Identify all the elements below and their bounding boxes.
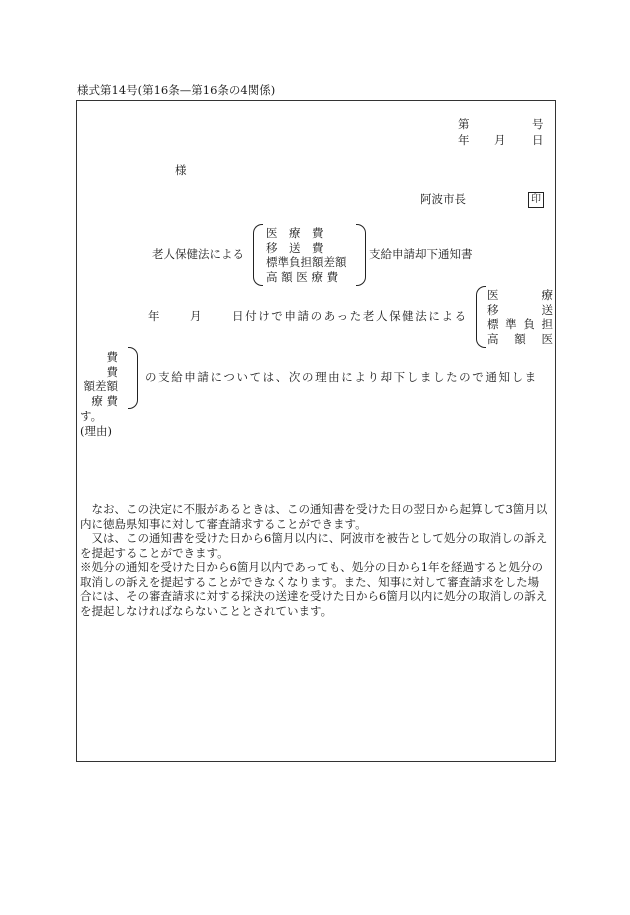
body-left-item: 額差額: [83, 379, 118, 393]
body-left-brace: [476, 286, 486, 348]
body-right-item: 移 送: [487, 302, 553, 317]
body-right-item-list: [487, 288, 553, 346]
note-deadline: ※処分の通知を受けた日から6箇月以内であっても、処分の日から1年を経過すると処分の取消しの訴えを提起することができなくなります。また、知事に対して審査請求をした場合には、その審査請求に対する採決の送達を受けた日から6箇月以内に処分の取消しの訴えを提起しなければならないこととされています。: [80, 560, 548, 618]
body-tail: す。: [80, 409, 103, 423]
date-day: 日: [532, 133, 544, 147]
title-suffix: 支給申請却下通知書: [369, 247, 473, 261]
number-prefix: 第: [458, 117, 470, 131]
note-appeal: なお、この決定に不服があるときは、この通知書を受けた日の翌日から起算して3箇月以内に徳島県知事に対して審査請求することができます。: [80, 502, 548, 531]
title-item-list: [266, 226, 356, 284]
body-right-item: 標 準 負 担: [487, 317, 553, 331]
date-year: 年: [458, 133, 470, 147]
body-left-item: 費: [106, 364, 118, 379]
right-brace: [356, 224, 366, 286]
notice-frame: [76, 100, 556, 762]
number-suffix: 号: [532, 117, 544, 131]
note-lawsuit: 又は、この通知書を受けた日から6箇月以内に、阿波市を被告として処分の取消しの訴えを提起することができます。: [80, 531, 548, 560]
body-right-item: 医 療: [487, 288, 553, 302]
notes-block: [80, 502, 550, 618]
left-brace: [253, 224, 263, 286]
body-right-item: 高 額 医: [487, 331, 553, 346]
body-left-item: 費: [106, 350, 118, 364]
title-item: 標準負担額差額: [266, 255, 347, 269]
issuer-name: 阿波市長: [420, 192, 466, 206]
body-right-brace: [128, 347, 138, 409]
title-item: 高 額 医 療 費: [266, 269, 339, 284]
body-continuation: の支給申請については、次の理由により却下しましたので通知しま: [145, 370, 538, 384]
recipient-honorific: 様: [175, 163, 187, 177]
official-seal: 印: [528, 192, 544, 208]
body-left-item: 療 費: [91, 393, 118, 408]
date-month: 月: [494, 133, 506, 147]
body-left-item-list: [80, 350, 118, 408]
title-item: 医 療 費: [266, 226, 324, 240]
body-date-year: 年: [148, 309, 160, 323]
title-prefix: 老人保健法による: [152, 247, 244, 261]
form-number-label: 様式第14号(第16条—第16条の4関係): [77, 83, 276, 97]
reason-label: (理由): [80, 424, 112, 438]
body-date-month: 月: [190, 309, 202, 323]
body-date-tail: 日付けで申請のあった老人保健法による: [232, 309, 468, 323]
title-item: 移 送 費: [266, 240, 324, 255]
